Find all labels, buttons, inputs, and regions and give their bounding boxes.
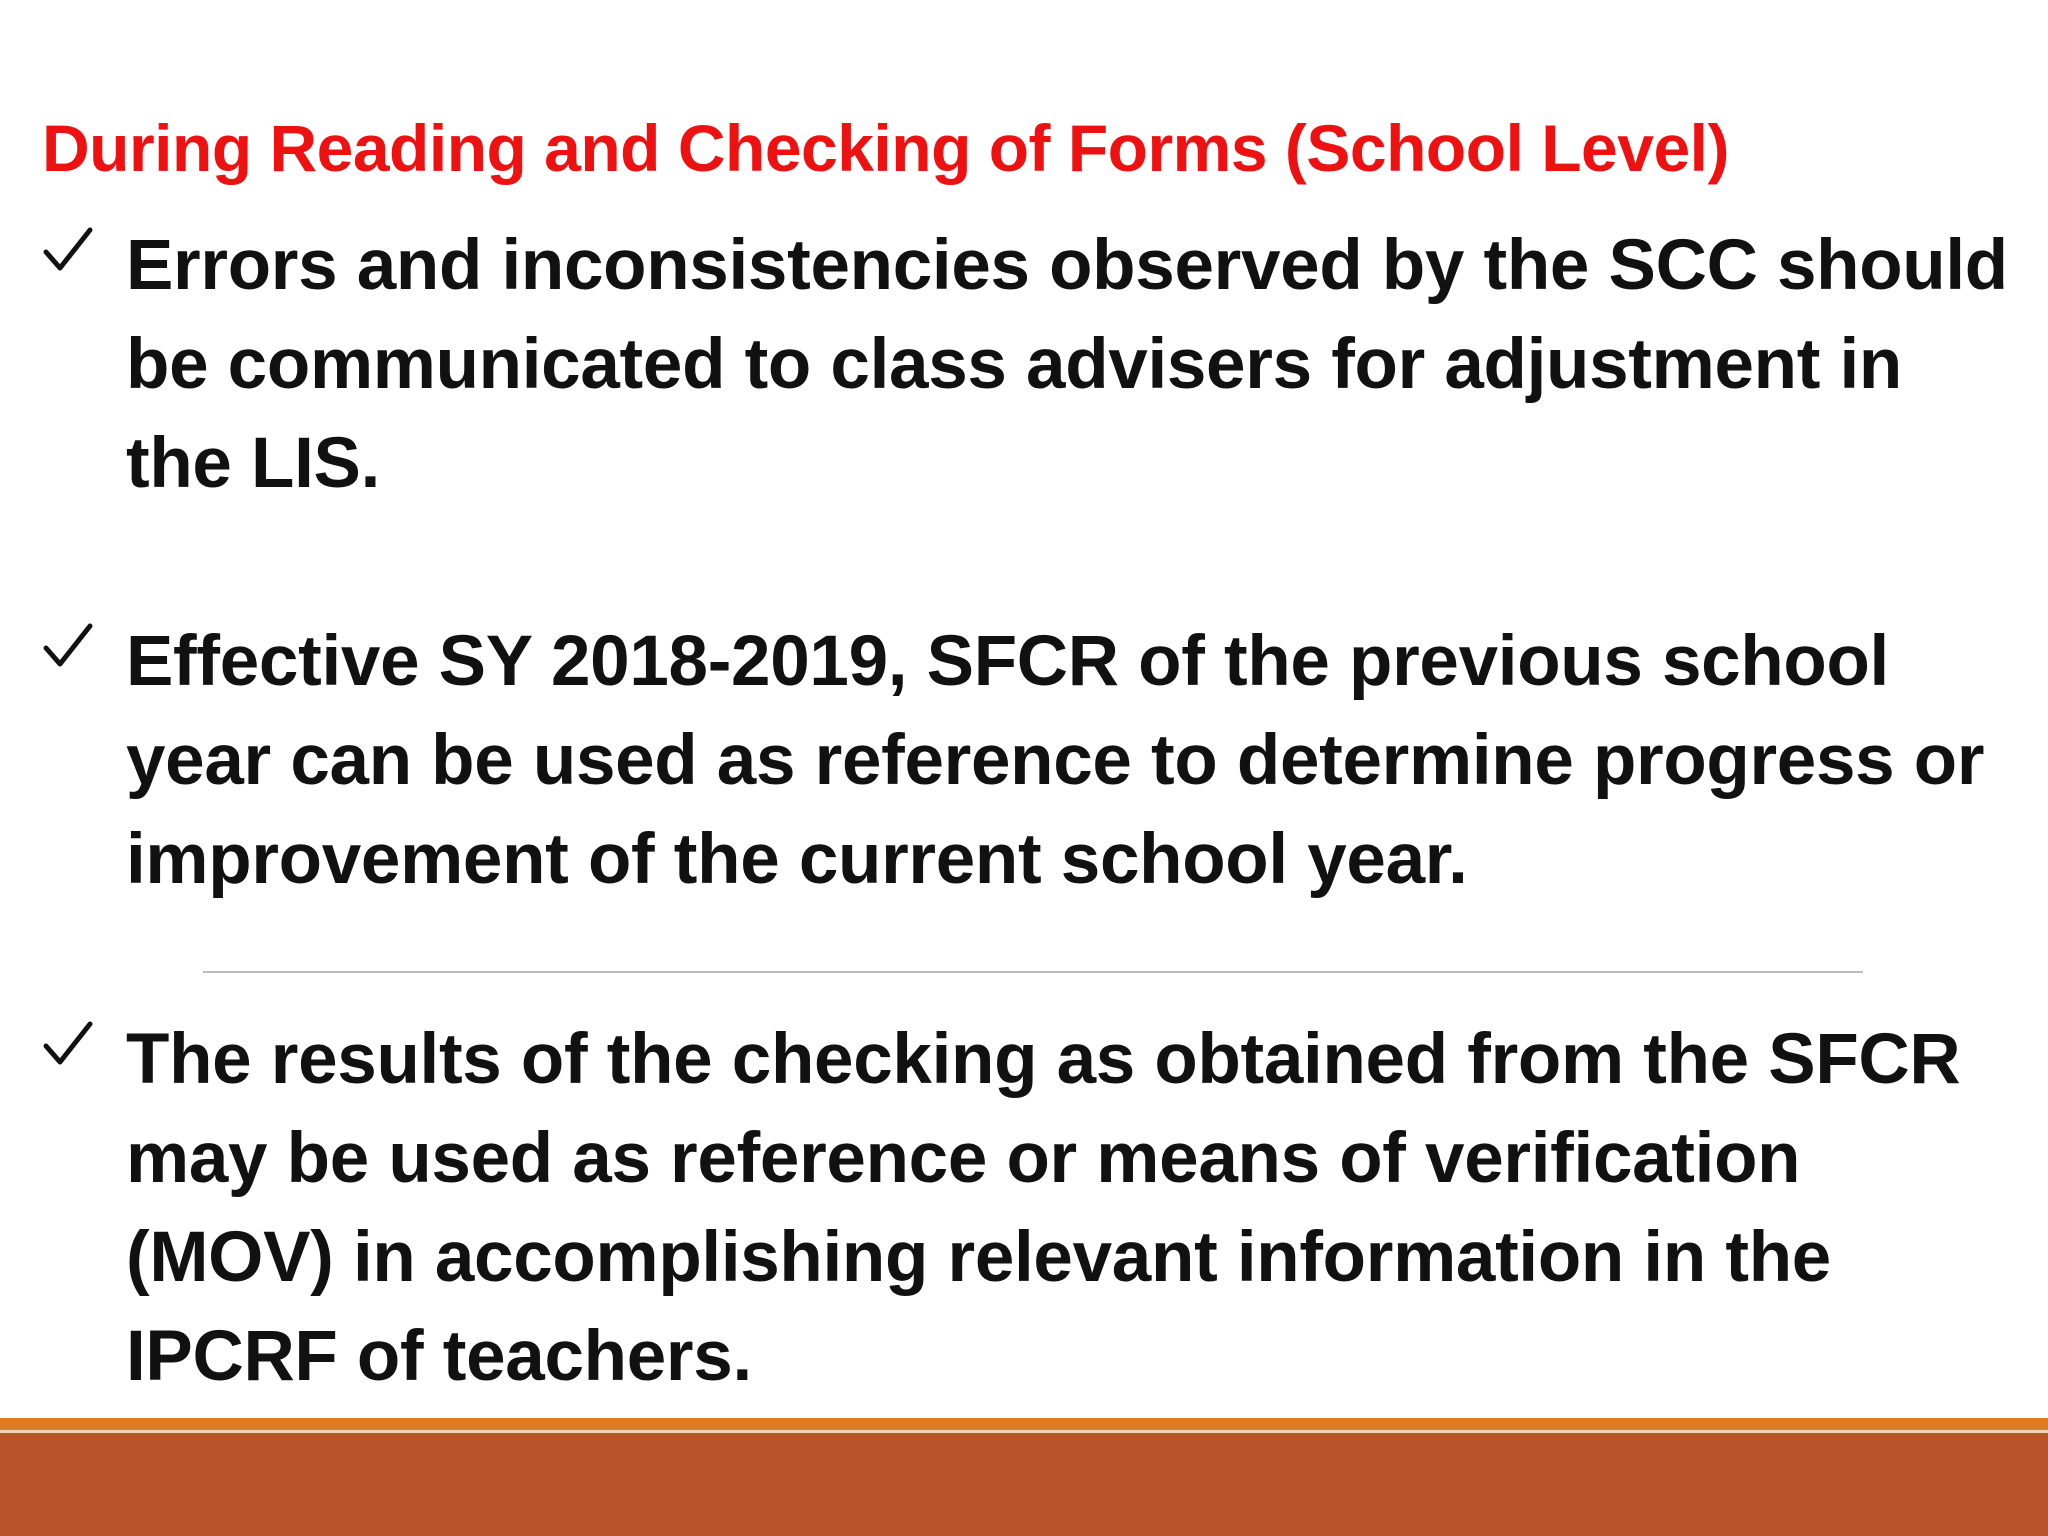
checkmark-icon <box>40 222 100 282</box>
checkmark-icon <box>40 618 100 678</box>
bullet-text: Effective SY 2018-2019, SFCR of the previous school year can be used as reference to determine progress or improvement of the current school year. <box>126 622 1985 899</box>
bullet-text: The results of the checking as obtained from the SFCR may be used as reference or means of verification (MOV) in accomplishing relevant information in the IPCRF of teachers. <box>126 1020 1961 1396</box>
bullet-text: Errors and inconsistencies observed by the SCC should be communicated to class advisers for adjustment in the LIS. <box>126 226 2008 503</box>
footer-accent-line <box>0 1418 2048 1430</box>
slide-heading: During Reading and Checking of Forms (School Level) <box>42 111 1729 185</box>
checkmark-icon <box>40 1016 100 1076</box>
footer-bar <box>0 1433 2048 1536</box>
divider <box>203 971 1863 973</box>
